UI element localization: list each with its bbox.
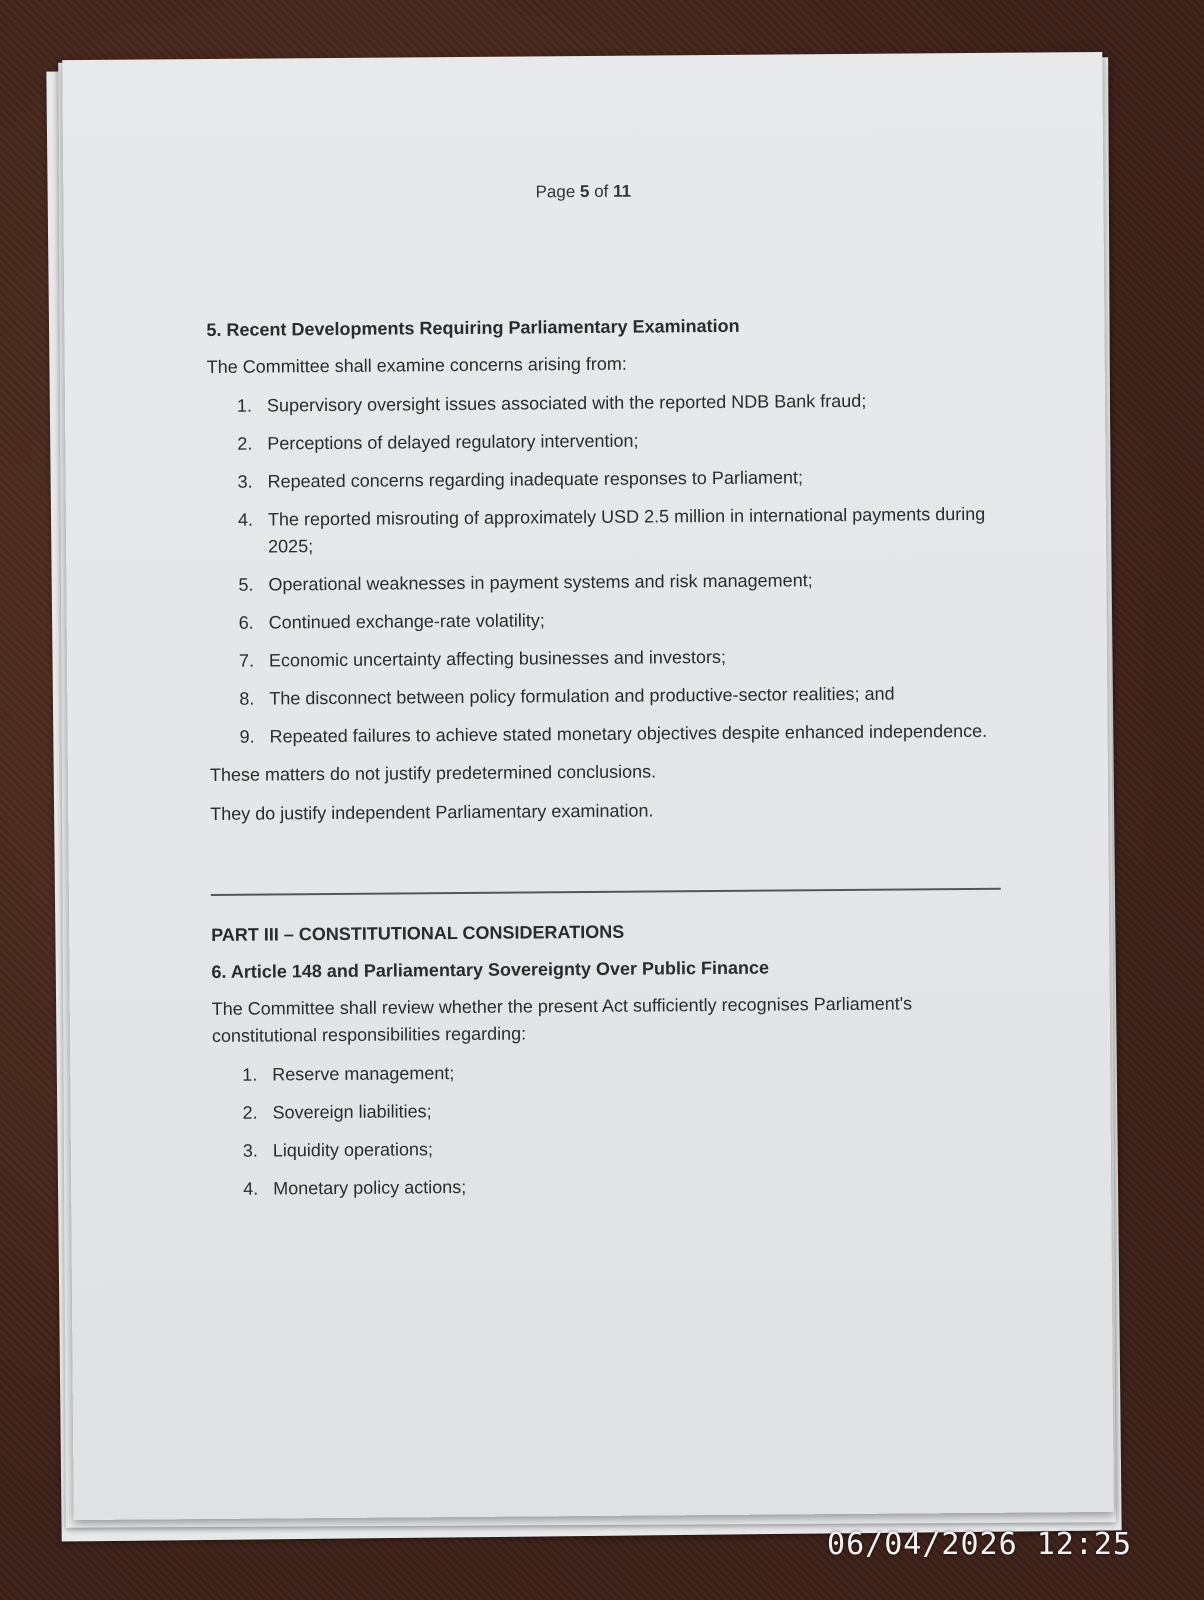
list-item-text: Operational weaknesses in payment systems and risk management; — [268, 570, 813, 595]
list-item — [238, 566, 998, 599]
list-item — [240, 718, 1000, 751]
list-item — [242, 1056, 1002, 1089]
page-number-total: 11 — [613, 181, 632, 201]
list-item-number: 8. — [239, 688, 255, 709]
part-3-heading: PART III – CONSTITUTIONAL CONSIDERATIONS — [211, 921, 625, 945]
list-item-number: 3. — [237, 471, 253, 492]
list-item-text: The disconnect between policy formulation and productive-sector realities; and — [269, 683, 895, 709]
list-item-text: The reported misrouting of approximately USD 2.5 million in international payments during 2025; — [267, 503, 986, 557]
list-item-text: Repeated failures to achieve stated monetary objectives despite enhanced independence. — [269, 720, 988, 747]
list-item-text: Continued exchange-rate volatility; — [268, 610, 545, 633]
list-item-number: 1. — [242, 1064, 258, 1085]
list-item-text: Supervisory oversight issues associated with the reported NDB Bank fraud; — [266, 390, 867, 416]
list-item-text: Economic uncertainty affecting businesses and investors; — [268, 646, 726, 671]
list-item — [239, 680, 999, 713]
list-item — [242, 1094, 1002, 1127]
list-item-number: 3. — [242, 1140, 258, 1161]
list-item-number: 4. — [237, 509, 253, 530]
list-item-text: Reserve management; — [272, 1063, 455, 1085]
section-6-heading: 6. Article 148 and Parliamentary Sovereignty Over Public Finance — [211, 957, 770, 982]
page-number-current: 5 — [579, 181, 590, 202]
list-item-number: 6. — [238, 612, 254, 633]
list-item-number: 1. — [236, 395, 253, 416]
section-5-list — [207, 387, 1000, 751]
section-5-intro: The Committee shall examine concerns arising from: — [206, 353, 627, 377]
photo-timestamp: 06/04/2026 12:25 — [827, 1527, 1132, 1562]
section-6-intro: The Committee shall review whether the present Act sufficiently recognises Parliament's constitutional responsibilities regarding: — [211, 993, 913, 1046]
list-item — [239, 642, 999, 675]
list-item-number: 9. — [239, 726, 255, 747]
document-page — [62, 52, 1113, 1520]
section-divider — [211, 888, 1001, 896]
list-item-text: Sovereign liabilities; — [272, 1101, 432, 1123]
list-item — [238, 501, 998, 561]
list-item — [243, 1132, 1003, 1165]
section-6-list — [212, 1056, 1003, 1203]
list-item — [239, 604, 999, 637]
list-item-text: Perceptions of delayed regulatory intervention; — [267, 430, 639, 454]
section-5-closing-2: They do justify independent Parliamentary examination. — [210, 800, 654, 824]
list-item — [237, 425, 997, 458]
section-5-closing-1: These matters do not justify predetermined conclusions. — [209, 761, 657, 785]
list-item — [243, 1170, 1003, 1203]
page-number-prefix: Page — [535, 182, 576, 202]
paper-stack — [36, 56, 1126, 1546]
list-item — [237, 387, 997, 420]
page-content — [206, 311, 1003, 1214]
list-item-number: 5. — [238, 574, 254, 595]
list-item — [237, 463, 997, 496]
page-number-of: of — [594, 181, 609, 201]
list-item-number: 7. — [238, 650, 255, 671]
list-item-text: Monetary policy actions; — [273, 1176, 467, 1199]
page-number — [63, 178, 1103, 206]
list-item-number: 4. — [243, 1178, 259, 1199]
section-5-heading: 5. Recent Developments Requiring Parliamentary Examination — [206, 315, 740, 340]
list-item-number: 2. — [237, 433, 253, 454]
list-item-text: Liquidity operations; — [272, 1139, 434, 1161]
list-item-text: Repeated concerns regarding inadequate responses to Parliament; — [267, 467, 804, 492]
list-item-number: 2. — [242, 1102, 258, 1123]
